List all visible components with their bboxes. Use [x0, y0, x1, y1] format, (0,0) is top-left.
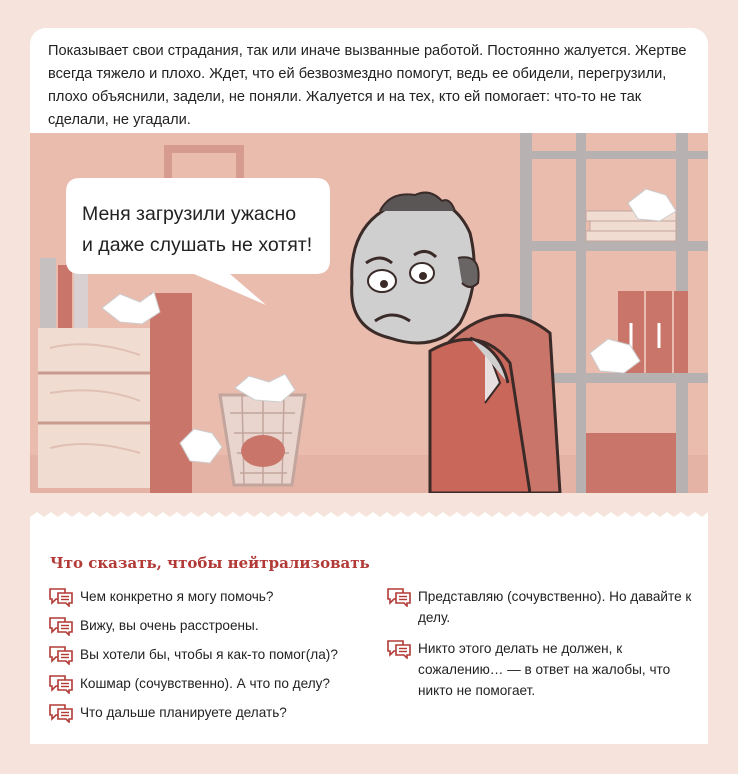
tip-item [386, 586, 696, 628]
tip-text: Чем конкретно я могу помочь? [80, 589, 274, 604]
tip-text: Вы хотели бы, чтобы я как-то помог(ла)? [80, 647, 338, 662]
tips-list-left [48, 586, 378, 731]
tip-item [48, 586, 378, 607]
tip-text: Никто этого делать не должен, к сожалению… — в ответ на жалобы, что никто не помогает. [418, 641, 671, 698]
chat-bubble-icon [386, 639, 412, 659]
tip-item [48, 702, 378, 723]
tip-text: Вижу, вы очень расстроены. [80, 618, 259, 633]
office-scene-illustration [30, 133, 708, 493]
tip-item [48, 673, 378, 694]
tip-text: Представляю (сочувственно). Но давайте к делу. [418, 589, 692, 625]
tip-item [386, 638, 696, 701]
top-card [30, 28, 708, 493]
intro-text: Показывает свои страдания, так или иначе вызванные работой. Постоянно жалуется. Жертве всегда тяжело и плохо. Ждет, что ей безвозмездно помогут, ведь ее обидели, перегрузили, плохо объяснили, задели, не поняли. Жалуется и на тех, кто ей помогает: что-то не так сделали, не угадали. [48, 43, 687, 128]
speech-bubble-line-1: Меня загрузили ужасно [82, 203, 297, 225]
chat-bubble-icon [48, 587, 74, 607]
tips-card [30, 520, 708, 744]
chat-bubble-icon [48, 703, 74, 723]
tip-item [48, 644, 378, 665]
tip-text: Что дальше планируете делать? [80, 705, 287, 720]
tips-title: Что сказать, чтобы нейтрализовать [50, 554, 370, 572]
chat-bubble-icon [48, 674, 74, 694]
chat-bubble-icon [48, 645, 74, 665]
chat-bubble-icon [48, 616, 74, 636]
chat-bubble-icon [386, 587, 412, 607]
tips-list-right [386, 586, 696, 711]
tip-item [48, 615, 378, 636]
tip-text: Кошмар (сочувственно). А что по делу? [80, 676, 330, 691]
speech-bubble-line-2: и даже слушать не хотят! [82, 234, 313, 256]
